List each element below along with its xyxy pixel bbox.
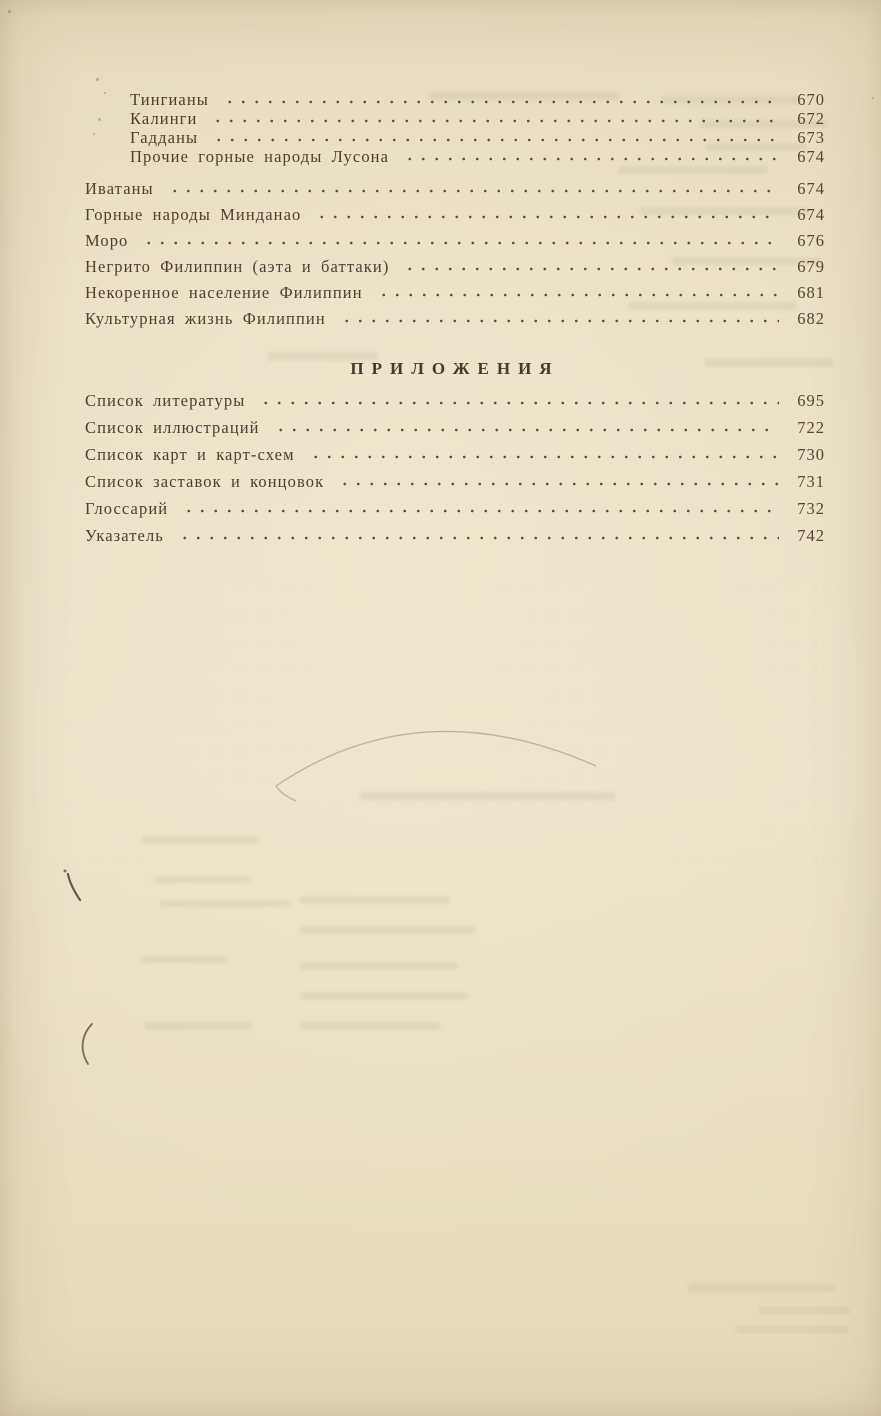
bleed-through-smudge	[154, 876, 250, 883]
toc-entry-label: Список заставок и концовок	[85, 472, 325, 491]
dot-leader	[208, 109, 779, 128]
dot-leader	[271, 418, 779, 437]
dot-leader	[337, 309, 779, 328]
toc-entry-label: Прочие горные народы Лусона	[130, 147, 390, 166]
dot-leader	[179, 499, 779, 518]
toc-entry	[85, 499, 825, 518]
bleed-through-smudge	[300, 1022, 440, 1030]
dot-leader	[374, 283, 779, 302]
toc-entry	[85, 283, 825, 302]
toc-entry-page-number: 670	[797, 90, 825, 109]
toc-entry	[85, 257, 825, 276]
toc-entry	[85, 128, 825, 147]
toc-entry-label: Список карт и карт-схем	[85, 445, 295, 464]
toc-entry-page-number: 676	[797, 231, 825, 250]
toc-entry-label: Тингианы	[130, 90, 209, 109]
dot-leader	[400, 147, 779, 166]
dot-leader	[306, 445, 779, 464]
bleed-through-smudge	[758, 1306, 850, 1314]
table-of-contents	[85, 90, 825, 545]
paper-speck	[8, 10, 11, 13]
toc-entry-page-number: 673	[797, 128, 825, 147]
bleed-through-smudge	[145, 1022, 251, 1030]
toc-entry-page-number: 731	[797, 472, 825, 491]
bleed-through-smudge	[300, 926, 475, 934]
dot-leader	[139, 231, 779, 250]
bleed-through-smudge	[688, 1283, 836, 1292]
bleed-through-smudge	[300, 896, 450, 904]
bleed-through-smudge	[142, 956, 228, 963]
toc-entry-label: Гадданы	[130, 128, 199, 147]
toc-appendix-entries	[85, 391, 825, 545]
dot-leader	[335, 472, 779, 491]
toc-entry	[85, 179, 825, 198]
toc-entry-label: Культурная жизнь Филиппин	[85, 309, 326, 328]
toc-entry	[85, 526, 825, 545]
appendix-section-header: ПРИЛОЖЕНИЯ	[350, 359, 560, 378]
toc-entry-page-number: 681	[797, 283, 825, 302]
toc-entry-page-number: 679	[797, 257, 825, 276]
paper-speck	[96, 78, 99, 81]
toc-entry-label: Некоренное население Филиппин	[85, 283, 363, 302]
bleed-through-smudge	[160, 900, 290, 907]
toc-entry-page-number: 742	[797, 526, 825, 545]
toc-entry	[85, 147, 825, 166]
toc-entry	[85, 205, 825, 224]
toc-entry-page-number: 732	[797, 499, 825, 518]
bleed-through-smudge	[736, 1326, 848, 1334]
toc-entry-page-number: 722	[797, 418, 825, 437]
bleed-through-smudge	[300, 992, 468, 1000]
toc-entry-page-number: 695	[797, 391, 825, 410]
toc-entry	[85, 231, 825, 250]
bleed-through-dot-leaders	[60, 575, 840, 865]
toc-entry	[85, 418, 825, 437]
toc-entry-page-number: 674	[797, 147, 825, 166]
toc-entry-label: Иватаны	[85, 179, 154, 198]
dot-leader	[312, 205, 779, 224]
ink-mark	[68, 874, 80, 900]
toc-entry-label: Горные народы Минданао	[85, 205, 302, 224]
toc-entry-label: Список литературы	[85, 391, 246, 410]
toc-entry-page-number: 672	[797, 109, 825, 128]
toc-entry-label: Указатель	[85, 526, 164, 545]
dot-leader	[209, 128, 779, 147]
dot-leader	[400, 257, 779, 276]
toc-entry	[85, 391, 825, 410]
bleed-through-smudge	[142, 836, 260, 844]
toc-entry-page-number: 674	[797, 205, 825, 224]
toc-entry-page-number: 674	[797, 179, 825, 198]
toc-entry-label: Список иллюстраций	[85, 418, 260, 437]
toc-entry	[85, 472, 825, 491]
toc-entry-label: Моро	[85, 231, 129, 250]
dot-leader	[256, 391, 779, 410]
toc-entry-page-number: 730	[797, 445, 825, 464]
toc-entry	[85, 90, 825, 109]
toc-entry-label: Калинги	[130, 109, 198, 128]
toc-entry-label: Негрито Филиппин (аэта и баттаки)	[85, 257, 390, 276]
bleed-through-smudge	[360, 792, 615, 801]
dot-leader	[165, 179, 779, 198]
scratch-arc	[276, 731, 596, 801]
bleed-through-smudge	[300, 962, 458, 970]
toc-entry	[85, 309, 825, 328]
dot-leader	[220, 90, 779, 109]
toc-entry-page-number: 682	[797, 309, 825, 328]
ink-mark-parenthesis	[83, 1024, 92, 1064]
dot-leader	[175, 526, 779, 545]
toc-entry-label: Глоссарий	[85, 499, 169, 518]
ink-dot	[64, 870, 67, 873]
paper-speck	[872, 97, 874, 99]
toc-main-entries	[85, 90, 825, 328]
toc-entry	[85, 109, 825, 128]
toc-entry	[85, 445, 825, 464]
